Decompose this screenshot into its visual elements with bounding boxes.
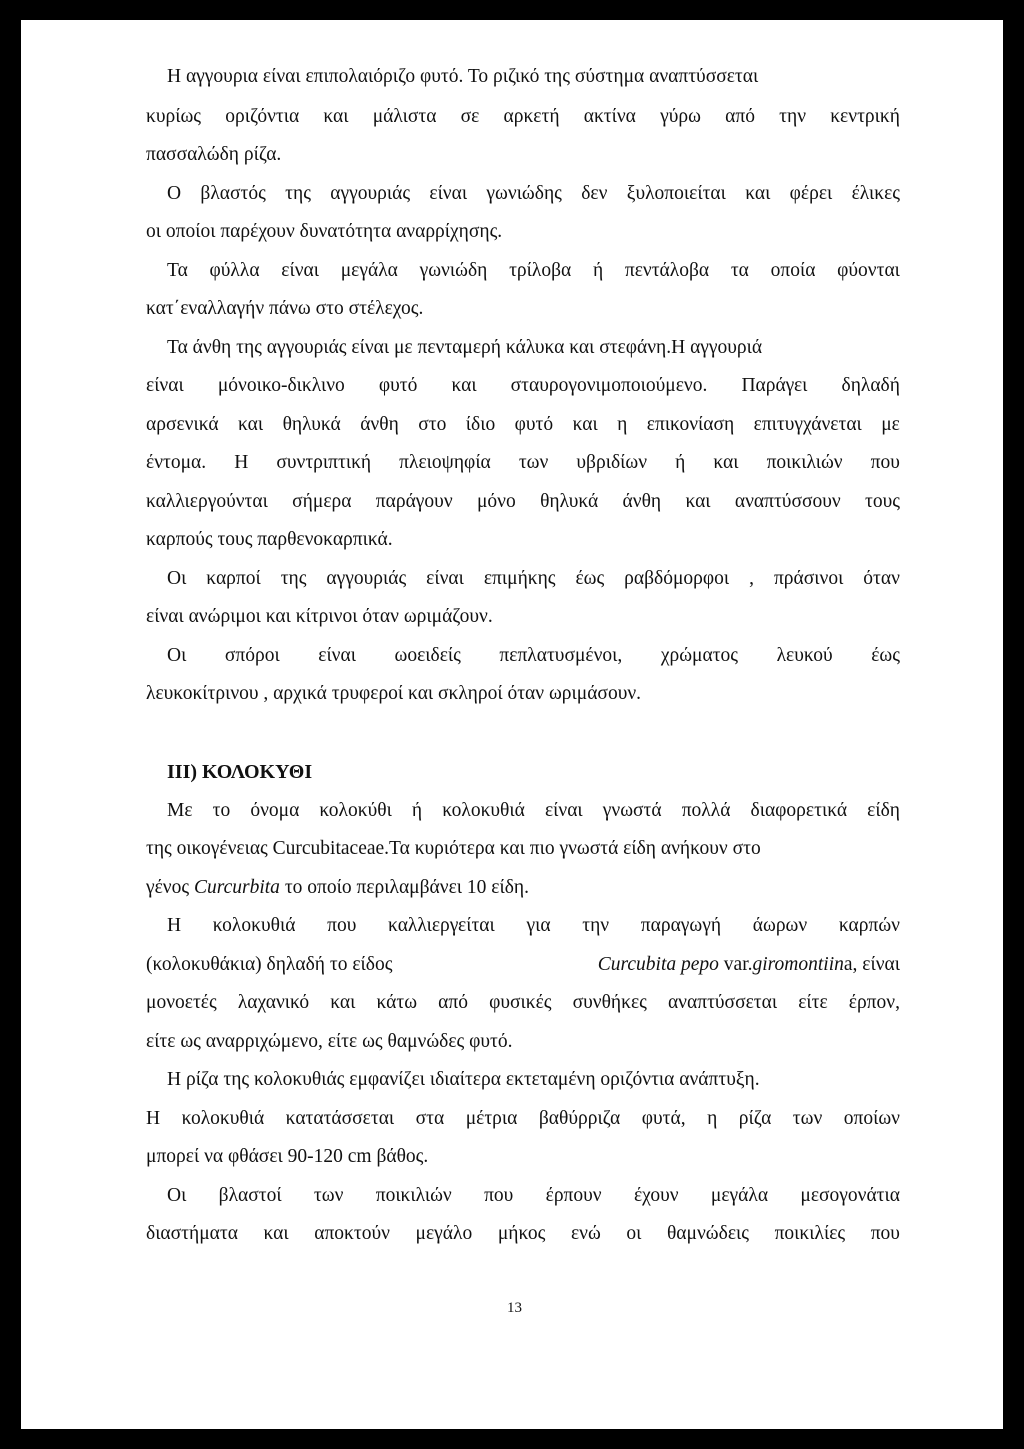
word: έρπον, bbox=[848, 992, 900, 1013]
word: τρίλοβα bbox=[509, 260, 572, 281]
text-line bbox=[167, 182, 900, 206]
word: και bbox=[745, 183, 771, 204]
text-line bbox=[146, 876, 529, 900]
word: είτε bbox=[798, 992, 828, 1013]
word: η bbox=[707, 1108, 718, 1129]
word: ωοειδείς bbox=[394, 645, 461, 666]
word: η bbox=[617, 414, 628, 435]
word: μεγάλα bbox=[340, 260, 398, 281]
word: κολοκυθιά bbox=[442, 800, 525, 821]
text-line: καρπούς τους παρθενοκαρπικά. bbox=[146, 529, 393, 550]
text-run: a, είναι bbox=[843, 954, 900, 975]
word: Οι bbox=[167, 568, 187, 589]
word: στο bbox=[418, 414, 447, 435]
text-line: οι οποίοι παρέχουν δυνατότητα αναρρίχησης. bbox=[146, 221, 503, 242]
word: συνθήκες bbox=[572, 992, 647, 1013]
text-line bbox=[146, 413, 900, 437]
word: κολοκυθιά bbox=[212, 915, 296, 936]
word: είναι bbox=[146, 375, 184, 396]
word: Ο bbox=[167, 183, 182, 204]
word: των bbox=[313, 1185, 344, 1206]
word: διαστήματα bbox=[146, 1223, 238, 1244]
word: της bbox=[280, 568, 307, 589]
word: λαχανικό bbox=[237, 992, 310, 1013]
word: αγγουριάς bbox=[326, 568, 407, 589]
word: πεπλατυσμένοι, bbox=[499, 645, 623, 666]
word: κολοκύθι bbox=[319, 800, 392, 821]
word: αποκτούν bbox=[314, 1223, 390, 1244]
text-line bbox=[167, 567, 900, 591]
word: μεγάλα bbox=[710, 1185, 769, 1206]
word: αναπτύσσεται bbox=[667, 992, 778, 1013]
word: μονοετές bbox=[146, 992, 217, 1013]
page-number: 13 bbox=[507, 1300, 522, 1316]
word: καρπών bbox=[838, 915, 900, 936]
word: επιμήκης bbox=[483, 568, 556, 589]
word: και bbox=[263, 1223, 289, 1244]
word: άωρων bbox=[752, 915, 808, 936]
word: ρίζα bbox=[738, 1108, 772, 1129]
word: έως bbox=[871, 645, 900, 666]
text-line bbox=[146, 490, 900, 514]
section-heading: ΙΙΙ) ΚΟΛΟΚΥΘΙ bbox=[167, 761, 313, 783]
word: έως bbox=[575, 568, 605, 589]
word: και bbox=[451, 375, 477, 396]
word: Οι bbox=[167, 645, 187, 666]
word: δεν bbox=[581, 183, 608, 204]
word: και bbox=[238, 414, 264, 435]
word: Οι bbox=[167, 1185, 187, 1206]
word: που bbox=[870, 452, 900, 473]
word: έντομα. bbox=[146, 452, 207, 473]
word: φυτό bbox=[378, 375, 418, 396]
text-line: λευκοκίτρινου , αρχικά τρυφεροί και σκληροί όταν ωριμάσουν. bbox=[146, 683, 642, 704]
word: γνωστά bbox=[602, 800, 662, 821]
word: βλαστοί bbox=[218, 1185, 282, 1206]
word: που bbox=[327, 915, 357, 936]
species-name: Curcubita pepo bbox=[597, 954, 719, 975]
word: στα bbox=[415, 1108, 445, 1129]
word: είναι bbox=[429, 183, 468, 204]
word: , bbox=[749, 568, 754, 589]
word: σε bbox=[460, 106, 480, 127]
word: γύρω bbox=[660, 106, 701, 127]
word: ή bbox=[411, 800, 423, 821]
word: συντριπτική bbox=[276, 452, 372, 473]
word: κάτω bbox=[376, 992, 418, 1013]
word: άνθη bbox=[360, 414, 399, 435]
word: Η bbox=[146, 1108, 161, 1129]
word: επικονίαση bbox=[646, 414, 735, 435]
text-line bbox=[146, 451, 900, 475]
text-line: της οικογένειας Curcubitaceae.Τα κυριότερα και πιο γνωστά είδη ανήκουν στο bbox=[146, 838, 761, 859]
word: πράσινοι bbox=[773, 568, 844, 589]
word: αρκετή bbox=[503, 106, 560, 127]
word: πλειοψηφία bbox=[399, 452, 491, 473]
word: φυσικές bbox=[489, 992, 552, 1013]
word: είναι bbox=[281, 260, 319, 281]
word: οποίων bbox=[843, 1108, 900, 1129]
word: αγγουριάς bbox=[330, 183, 411, 204]
word: είναι bbox=[544, 800, 583, 821]
word: Παράγει bbox=[741, 375, 808, 396]
text-run: var. bbox=[718, 954, 753, 975]
word: λευκού bbox=[776, 645, 833, 666]
word: και bbox=[330, 992, 356, 1013]
text-line bbox=[167, 1184, 900, 1208]
text-line: κατ΄εναλλαγήν πάνω στο στέλεχος. bbox=[146, 298, 424, 319]
word: υβριδίων bbox=[576, 452, 648, 473]
genus-name: Curcurbita bbox=[193, 877, 280, 898]
word: γωνιώδης bbox=[486, 183, 562, 204]
word: χρώματος bbox=[660, 645, 739, 666]
word: έλικες bbox=[851, 183, 900, 204]
word: οι bbox=[626, 1223, 642, 1244]
word: και bbox=[685, 491, 711, 512]
word: είδη bbox=[867, 800, 900, 821]
word: παράγουν bbox=[375, 491, 453, 512]
word: μεσογονάτια bbox=[800, 1185, 900, 1206]
word: μόνοικο-δικλινο bbox=[217, 375, 345, 396]
word: καλλιεργούνται bbox=[146, 491, 268, 512]
word: μάλιστα bbox=[372, 106, 437, 127]
text-line: είναι ανώριμοι και κίτρινοι όταν ωριμάζουν. bbox=[146, 606, 493, 627]
word: ποικιλίες bbox=[774, 1223, 846, 1244]
word: δηλαδή bbox=[841, 375, 900, 396]
document-page bbox=[21, 20, 1003, 1429]
text-run: γένος bbox=[146, 877, 194, 898]
text-line bbox=[146, 1107, 900, 1131]
word: με bbox=[881, 414, 900, 435]
word: Η bbox=[167, 915, 182, 936]
word: αναπτύσσουν bbox=[734, 491, 841, 512]
word: ξυλοποιείται bbox=[626, 183, 726, 204]
word: Τα bbox=[167, 260, 188, 281]
text-line bbox=[146, 953, 900, 977]
word: όταν bbox=[863, 568, 900, 589]
text-run: (κολοκυθάκια) δηλαδή το είδος bbox=[146, 954, 393, 975]
word: ποικιλιών bbox=[766, 452, 843, 473]
word: μήκος bbox=[497, 1223, 546, 1244]
word: τα bbox=[730, 260, 749, 281]
word: για bbox=[526, 915, 551, 936]
word: έρπουν bbox=[545, 1185, 602, 1206]
word: σπόροι bbox=[224, 645, 280, 666]
word: ή bbox=[675, 452, 686, 473]
word: οποία bbox=[770, 260, 816, 281]
word: κεντρική bbox=[830, 106, 900, 127]
word: μέτρια bbox=[465, 1108, 518, 1129]
word: βαθύρριζα bbox=[538, 1108, 621, 1129]
word: παραγωγή bbox=[640, 915, 722, 936]
text-line: Η αγγουρια είναι επιπολαιόριζο φυτό. Το ριζικό της σύστημα αναπτύσσεται bbox=[167, 66, 759, 87]
word: από bbox=[438, 992, 468, 1013]
variety-name: giromontiin bbox=[752, 954, 844, 975]
text-line bbox=[146, 374, 900, 398]
word: θαμνώδεις bbox=[666, 1223, 749, 1244]
text-line: είτε ως αναρριχώμενο, είτε ως θαμνώδες φυτό. bbox=[146, 1031, 513, 1052]
word: αρσενικά bbox=[146, 414, 219, 435]
word: κολοκυθιά bbox=[181, 1108, 265, 1129]
text-line: Η ρίζα της κολοκυθιάς εμφανίζει ιδιαίτερα εκτεταμένη οριζόντια ανάπτυξη. bbox=[167, 1069, 760, 1090]
word: είναι bbox=[318, 645, 356, 666]
word: φυτό bbox=[514, 414, 554, 435]
text-line bbox=[146, 105, 900, 129]
word: ραβδόμορφοι bbox=[624, 568, 730, 589]
text-run bbox=[598, 953, 900, 977]
word: και bbox=[323, 106, 349, 127]
word: φυτά, bbox=[641, 1108, 686, 1129]
word: πεντάλοβα bbox=[624, 260, 710, 281]
word: οριζόντια bbox=[225, 106, 300, 127]
word: κυρίως bbox=[146, 106, 202, 127]
word: βλαστός bbox=[200, 183, 266, 204]
text-line bbox=[146, 991, 900, 1015]
word: ίδιο bbox=[465, 414, 496, 435]
word: της bbox=[285, 183, 311, 204]
text-line bbox=[146, 1222, 900, 1246]
text-line bbox=[167, 799, 900, 823]
word: σήμερα bbox=[292, 491, 352, 512]
word: ακτίνα bbox=[583, 106, 636, 127]
word: των bbox=[518, 452, 549, 473]
word: φέρει bbox=[789, 183, 833, 204]
word: επιτυγχάνεται bbox=[753, 414, 862, 435]
word: καρποί bbox=[206, 568, 261, 589]
word: των bbox=[792, 1108, 823, 1129]
word: ενώ bbox=[570, 1223, 601, 1244]
word: Με bbox=[167, 800, 193, 821]
word: και bbox=[713, 452, 739, 473]
word: την bbox=[779, 106, 807, 127]
word: την bbox=[582, 915, 610, 936]
word: σταυρογονιμοποιούμενο. bbox=[510, 375, 708, 396]
word: όνομα bbox=[250, 800, 300, 821]
text-line bbox=[167, 914, 900, 938]
word: ποικιλιών bbox=[375, 1185, 452, 1206]
word: είναι bbox=[426, 568, 464, 589]
text-line bbox=[167, 259, 900, 283]
word: θηλυκά bbox=[540, 491, 599, 512]
word: φύονται bbox=[837, 260, 900, 281]
text-line: Τα άνθη της αγγουριάς είναι με πενταμερή κάλυκα και στεφάνη.Η αγγουριά bbox=[167, 337, 763, 358]
word: πολλά bbox=[681, 800, 731, 821]
word: μόνο bbox=[476, 491, 516, 512]
word: διαφορετικά bbox=[750, 800, 848, 821]
word: φύλλα bbox=[209, 260, 260, 281]
word: γωνιώδη bbox=[419, 260, 488, 281]
word: θηλυκά bbox=[282, 414, 341, 435]
word: το bbox=[212, 800, 231, 821]
word: κατατάσσεται bbox=[285, 1108, 395, 1129]
text-line: πασσαλώδη ρίζα. bbox=[146, 144, 282, 165]
text-run: το οποίο περιλαμβάνει 10 είδη. bbox=[279, 877, 529, 898]
word: καλλιεργείται bbox=[388, 915, 495, 936]
word: Η bbox=[234, 452, 249, 473]
word: μεγάλο bbox=[415, 1223, 473, 1244]
word: που bbox=[870, 1223, 900, 1244]
word: ή bbox=[592, 260, 604, 281]
word: άνθη bbox=[622, 491, 662, 512]
word: από bbox=[725, 106, 755, 127]
word: τους bbox=[865, 491, 900, 512]
word: και bbox=[572, 414, 598, 435]
text-line: μπορεί να φθάσει 90-120 cm βάθος. bbox=[146, 1146, 429, 1167]
text-line bbox=[167, 644, 900, 668]
word: που bbox=[484, 1185, 514, 1206]
word: έχουν bbox=[633, 1185, 679, 1206]
